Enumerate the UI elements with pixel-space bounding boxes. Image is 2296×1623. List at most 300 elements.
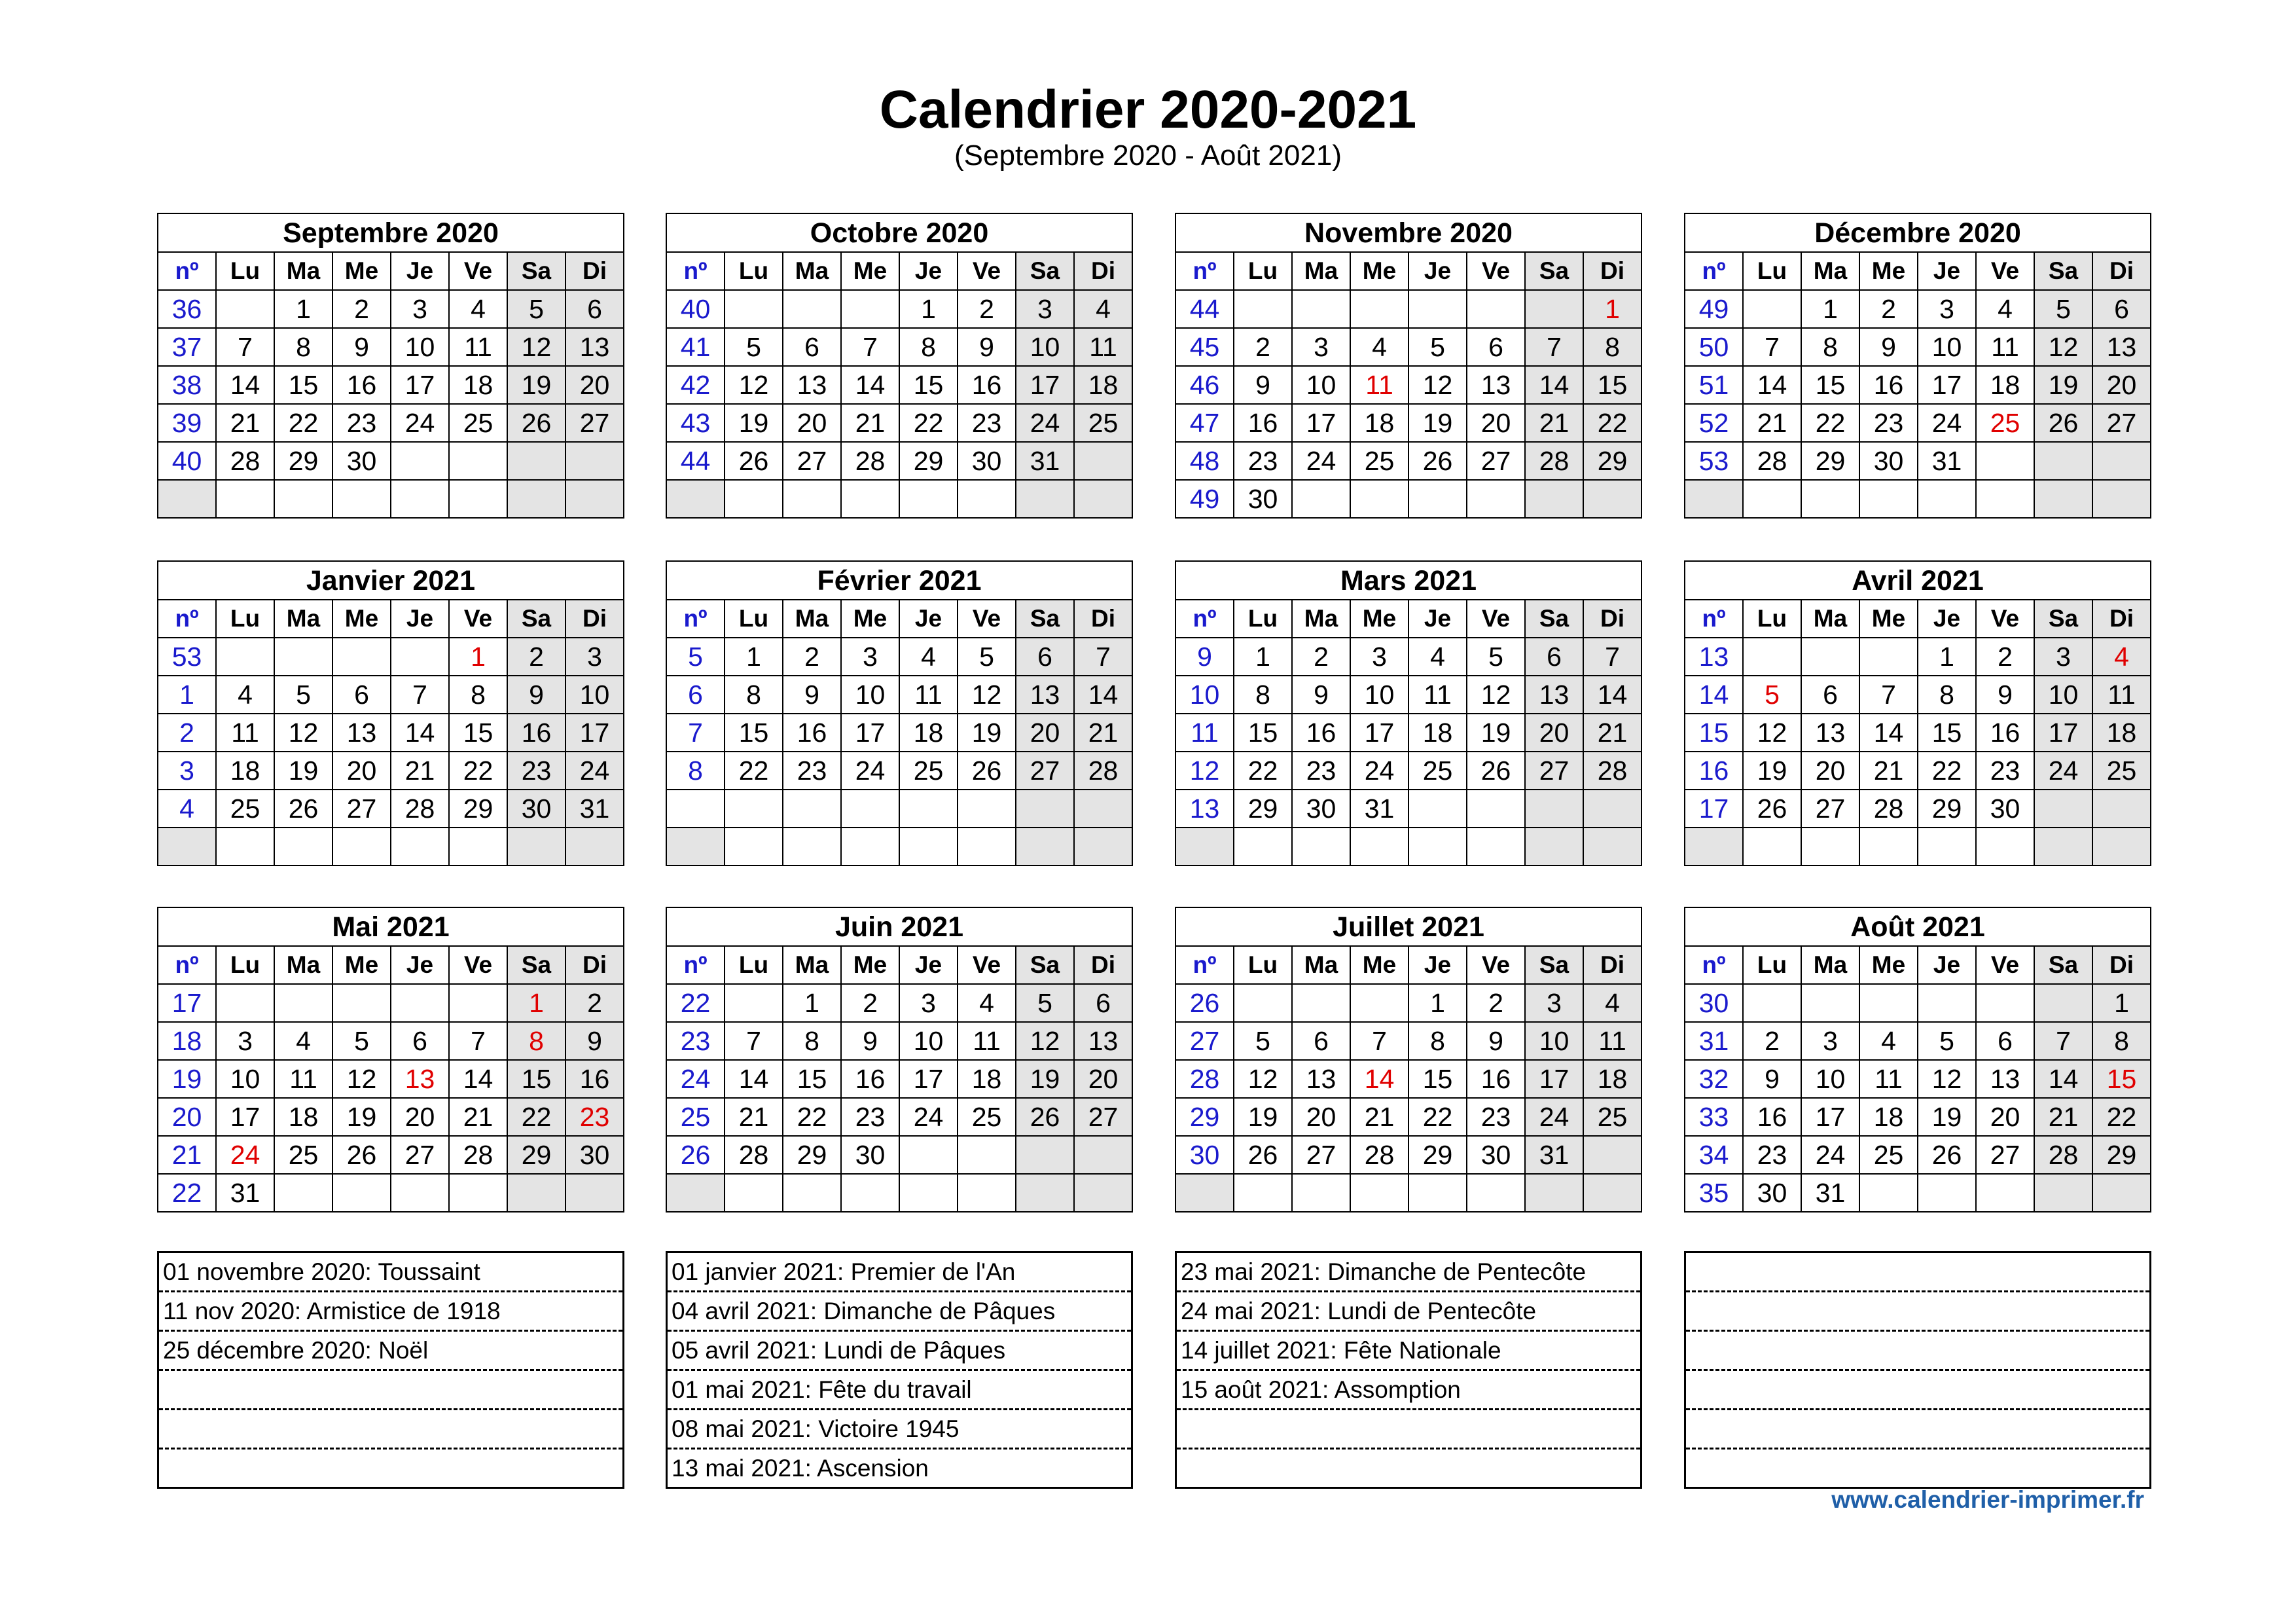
day-cell: 28 [1074, 752, 1132, 790]
day-cell: 17 [216, 1098, 274, 1136]
day-cell: 3 [2034, 638, 2092, 676]
day-cell [1467, 290, 1525, 328]
day-cell: 1 [783, 984, 841, 1022]
weekday-header: Me [1859, 252, 1918, 290]
day-cell: 6 [565, 290, 624, 328]
week-row [1685, 1136, 2151, 1174]
day-cell: 20 [565, 366, 624, 404]
day-cell: 18 [1408, 714, 1467, 752]
day-cell [1918, 480, 1976, 518]
day-cell: 19 [1918, 1098, 1976, 1136]
weekday-header: Sa [1525, 946, 1583, 984]
week-number: 53 [158, 638, 216, 676]
day-cell: 29 [449, 790, 507, 828]
day-cell [216, 828, 274, 866]
day-cell [2034, 828, 2092, 866]
day-cell: 15 [1583, 366, 1641, 404]
day-cell [391, 828, 449, 866]
day-cell [725, 984, 783, 1022]
week-row [1175, 404, 1641, 442]
weekday-header: Di [565, 252, 624, 290]
holiday-note-line [1177, 1410, 1640, 1450]
week-row [666, 1174, 1132, 1212]
day-cell [565, 1174, 624, 1212]
day-cell [841, 828, 899, 866]
day-cell: 26 [958, 752, 1016, 790]
day-cell [2092, 442, 2151, 480]
weekday-header: Ve [958, 600, 1016, 638]
week-number: 25 [666, 1098, 725, 1136]
day-cell [1467, 1174, 1525, 1212]
day-cell: 2 [783, 638, 841, 676]
day-cell: 17 [565, 714, 624, 752]
month-name: Décembre 2020 [1685, 213, 2151, 252]
day-cell: 27 [1074, 1098, 1132, 1136]
day-cell: 18 [899, 714, 958, 752]
day-cell: 5 [958, 638, 1016, 676]
day-cell [507, 442, 565, 480]
day-cell [332, 638, 391, 676]
week-row [1685, 790, 2151, 828]
weekday-header: Sa [1016, 946, 1074, 984]
day-cell: 12 [1743, 714, 1801, 752]
week-number: 10 [1175, 676, 1234, 714]
week-number [666, 828, 725, 866]
day-cell: 26 [507, 404, 565, 442]
day-cell: 4 [274, 1022, 332, 1060]
day-cell [783, 828, 841, 866]
week-row [1685, 828, 2151, 866]
day-cell [1525, 1174, 1583, 1212]
day-cell: 11 [1350, 366, 1408, 404]
week-row [158, 290, 624, 328]
day-cell [1801, 638, 1859, 676]
day-cell: 22 [1583, 404, 1641, 442]
day-cell: 21 [1525, 404, 1583, 442]
day-cell: 26 [1743, 790, 1801, 828]
day-cell: 26 [332, 1136, 391, 1174]
day-cell: 8 [1918, 676, 1976, 714]
week-row [666, 366, 1132, 404]
day-cell: 12 [332, 1060, 391, 1098]
day-cell: 8 [1801, 328, 1859, 366]
day-cell [841, 480, 899, 518]
day-cell [274, 638, 332, 676]
holiday-note-line [1686, 1410, 2149, 1450]
day-cell: 9 [1467, 1022, 1525, 1060]
day-cell: 3 [216, 1022, 274, 1060]
week-number-header: nº [1685, 600, 1743, 638]
day-cell [1583, 828, 1641, 866]
day-cell: 18 [2092, 714, 2151, 752]
day-cell: 7 [391, 676, 449, 714]
week-row [1175, 638, 1641, 676]
day-cell [725, 790, 783, 828]
day-cell: 10 [1350, 676, 1408, 714]
week-row [158, 676, 624, 714]
day-cell [1408, 1174, 1467, 1212]
weekday-header: Di [1074, 946, 1132, 984]
week-number: 48 [1175, 442, 1234, 480]
week-row [666, 676, 1132, 714]
day-cell: 20 [1292, 1098, 1350, 1136]
day-cell: 3 [1016, 290, 1074, 328]
week-row [158, 442, 624, 480]
week-row [666, 442, 1132, 480]
day-cell [274, 984, 332, 1022]
month-name: Janvier 2021 [158, 561, 624, 600]
day-cell: 31 [216, 1174, 274, 1212]
weekday-header: Ma [783, 600, 841, 638]
day-cell: 7 [1583, 638, 1641, 676]
week-number [666, 1174, 725, 1212]
day-cell [507, 1174, 565, 1212]
day-cell: 24 [841, 752, 899, 790]
weekday-header: Lu [1234, 252, 1292, 290]
day-cell [1016, 828, 1074, 866]
month-table [1175, 907, 1642, 1213]
week-number: 50 [1685, 328, 1743, 366]
day-cell [1016, 1136, 1074, 1174]
day-cell [1743, 480, 1801, 518]
day-cell: 11 [1408, 676, 1467, 714]
day-cell: 2 [1743, 1022, 1801, 1060]
day-cell [332, 480, 391, 518]
day-cell: 27 [565, 404, 624, 442]
weekday-header: Je [899, 600, 958, 638]
week-number: 30 [1685, 984, 1743, 1022]
day-cell: 20 [1976, 1098, 2034, 1136]
day-cell: 6 [1467, 328, 1525, 366]
day-cell [2034, 442, 2092, 480]
day-cell: 9 [1234, 366, 1292, 404]
holiday-note-line: 01 mai 2021: Fête du travail [668, 1371, 1131, 1410]
day-cell: 11 [1859, 1060, 1918, 1098]
day-cell: 5 [1467, 638, 1525, 676]
day-cell: 14 [725, 1060, 783, 1098]
week-number: 15 [1685, 714, 1743, 752]
day-cell: 9 [1292, 676, 1350, 714]
week-row [666, 984, 1132, 1022]
day-cell [1918, 984, 1976, 1022]
month-table [666, 560, 1133, 866]
week-row [1685, 1060, 2151, 1098]
day-cell: 23 [1467, 1098, 1525, 1136]
weekday-header: Ve [1467, 252, 1525, 290]
day-cell: 3 [899, 984, 958, 1022]
week-number: 8 [666, 752, 725, 790]
day-cell: 11 [1583, 1022, 1641, 1060]
day-cell [1859, 1174, 1918, 1212]
week-number: 22 [158, 1174, 216, 1212]
week-number: 9 [1175, 638, 1234, 676]
day-cell [1743, 290, 1801, 328]
day-cell: 10 [1016, 328, 1074, 366]
day-cell [449, 1174, 507, 1212]
day-cell: 14 [1525, 366, 1583, 404]
day-cell: 6 [783, 328, 841, 366]
day-cell: 14 [216, 366, 274, 404]
day-cell: 4 [2092, 638, 2151, 676]
month-name: Juin 2021 [666, 907, 1132, 946]
weekday-header: Sa [507, 600, 565, 638]
week-row [158, 480, 624, 518]
day-cell: 14 [1859, 714, 1918, 752]
day-cell [2034, 790, 2092, 828]
day-cell: 29 [274, 442, 332, 480]
week-row [1175, 480, 1641, 518]
day-cell: 9 [565, 1022, 624, 1060]
day-cell: 28 [391, 790, 449, 828]
day-cell [274, 480, 332, 518]
day-cell: 23 [507, 752, 565, 790]
day-cell [1859, 638, 1918, 676]
page-subtitle: (Septembre 2020 - Août 2021) [954, 139, 1342, 172]
week-row [158, 714, 624, 752]
weekday-header: Lu [1743, 946, 1801, 984]
holiday-note-line [159, 1450, 622, 1489]
day-cell: 20 [2092, 366, 2151, 404]
day-cell [1016, 480, 1074, 518]
day-cell: 21 [216, 404, 274, 442]
day-cell: 16 [1234, 404, 1292, 442]
day-cell: 14 [1583, 676, 1641, 714]
day-cell: 23 [1743, 1136, 1801, 1174]
day-cell: 15 [783, 1060, 841, 1098]
week-row [158, 404, 624, 442]
week-row [1175, 1136, 1641, 1174]
weekday-header: Ma [1292, 946, 1350, 984]
day-cell: 18 [1350, 404, 1408, 442]
day-cell: 8 [1583, 328, 1641, 366]
day-cell [1525, 290, 1583, 328]
day-cell [2092, 828, 2151, 866]
day-cell [274, 1174, 332, 1212]
holiday-notes-box [1175, 1251, 1642, 1489]
weekday-header: Je [1918, 600, 1976, 638]
week-row [1175, 1060, 1641, 1098]
day-cell [1583, 1174, 1641, 1212]
day-cell: 9 [958, 328, 1016, 366]
holiday-notes-box [666, 1251, 1133, 1489]
weekday-header: Me [332, 600, 391, 638]
day-cell [1467, 790, 1525, 828]
weekday-header: Sa [1016, 252, 1074, 290]
day-cell: 3 [1350, 638, 1408, 676]
day-cell: 27 [391, 1136, 449, 1174]
day-cell: 18 [1976, 366, 2034, 404]
week-number: 6 [666, 676, 725, 714]
week-row [666, 1060, 1132, 1098]
holiday-note-line [1686, 1332, 2149, 1371]
website-link[interactable]: www.calendrier-imprimer.fr [1831, 1486, 2144, 1513]
day-cell [332, 1174, 391, 1212]
day-cell: 28 [1583, 752, 1641, 790]
day-cell: 17 [1350, 714, 1408, 752]
day-cell: 2 [1976, 638, 2034, 676]
weekday-header: Lu [725, 946, 783, 984]
month-table [157, 560, 624, 866]
day-cell [1976, 828, 2034, 866]
day-cell: 11 [2092, 676, 2151, 714]
day-cell: 13 [332, 714, 391, 752]
day-cell [1583, 480, 1641, 518]
week-number: 49 [1685, 290, 1743, 328]
weekday-header: Sa [1525, 252, 1583, 290]
day-cell: 21 [725, 1098, 783, 1136]
day-cell [1467, 828, 1525, 866]
weekday-header: Je [1408, 946, 1467, 984]
weekday-header: Di [2092, 252, 2151, 290]
month-name: Septembre 2020 [158, 213, 624, 252]
day-cell: 1 [1801, 290, 1859, 328]
day-cell [958, 1136, 1016, 1174]
week-number: 27 [1175, 1022, 1234, 1060]
weekday-header: Sa [2034, 252, 2092, 290]
day-cell: 5 [1234, 1022, 1292, 1060]
day-cell: 25 [899, 752, 958, 790]
day-cell: 22 [2092, 1098, 2151, 1136]
day-cell: 17 [2034, 714, 2092, 752]
week-row [1685, 1174, 2151, 1212]
week-row [1175, 1022, 1641, 1060]
day-cell: 5 [274, 676, 332, 714]
day-cell: 22 [783, 1098, 841, 1136]
day-cell [1976, 442, 2034, 480]
day-cell: 3 [1525, 984, 1583, 1022]
day-cell: 9 [1976, 676, 2034, 714]
day-cell: 24 [565, 752, 624, 790]
day-cell: 28 [216, 442, 274, 480]
week-row [1685, 480, 2151, 518]
day-cell [1234, 828, 1292, 866]
weekday-header: Je [391, 946, 449, 984]
week-row [1175, 290, 1641, 328]
day-cell: 6 [391, 1022, 449, 1060]
day-cell: 2 [332, 290, 391, 328]
day-cell [1976, 480, 2034, 518]
day-cell: 7 [1350, 1022, 1408, 1060]
day-cell: 19 [1467, 714, 1525, 752]
day-cell [1016, 790, 1074, 828]
day-cell: 23 [783, 752, 841, 790]
day-cell: 10 [391, 328, 449, 366]
day-cell: 13 [565, 328, 624, 366]
week-row [1175, 790, 1641, 828]
day-cell: 23 [332, 404, 391, 442]
day-cell: 26 [725, 442, 783, 480]
day-cell: 31 [1801, 1174, 1859, 1212]
week-number: 53 [1685, 442, 1743, 480]
day-cell: 16 [841, 1060, 899, 1098]
day-cell: 27 [2092, 404, 2151, 442]
day-cell: 25 [958, 1098, 1016, 1136]
week-number [158, 828, 216, 866]
day-cell: 23 [1292, 752, 1350, 790]
day-cell [1292, 480, 1350, 518]
week-number: 41 [666, 328, 725, 366]
day-cell: 25 [1976, 404, 2034, 442]
day-cell: 16 [565, 1060, 624, 1098]
week-number: 18 [158, 1022, 216, 1060]
day-cell: 8 [725, 676, 783, 714]
day-cell: 1 [899, 290, 958, 328]
weekday-header: Ma [1292, 600, 1350, 638]
day-cell: 20 [1525, 714, 1583, 752]
day-cell: 6 [2092, 290, 2151, 328]
day-cell: 31 [565, 790, 624, 828]
day-cell: 8 [507, 1022, 565, 1060]
week-number: 44 [1175, 290, 1234, 328]
holiday-note-line: 05 avril 2021: Lundi de Pâques [668, 1332, 1131, 1371]
day-cell: 18 [1074, 366, 1132, 404]
day-cell: 25 [1350, 442, 1408, 480]
day-cell: 28 [1859, 790, 1918, 828]
week-row [666, 328, 1132, 366]
month-name: Mai 2021 [158, 907, 624, 946]
day-cell: 24 [1801, 1136, 1859, 1174]
day-cell: 13 [391, 1060, 449, 1098]
week-number-header: nº [1685, 252, 1743, 290]
weekday-header: Lu [725, 600, 783, 638]
day-cell: 2 [841, 984, 899, 1022]
week-row [666, 404, 1132, 442]
day-cell: 21 [1583, 714, 1641, 752]
day-cell: 13 [2092, 328, 2151, 366]
day-cell: 1 [449, 638, 507, 676]
weekday-header: Me [841, 946, 899, 984]
week-number: 13 [1175, 790, 1234, 828]
day-cell: 27 [1016, 752, 1074, 790]
day-cell [216, 638, 274, 676]
day-cell: 2 [565, 984, 624, 1022]
weekday-header: Me [1859, 946, 1918, 984]
day-cell: 25 [1408, 752, 1467, 790]
day-cell [1016, 1174, 1074, 1212]
week-row [158, 828, 624, 866]
day-cell [1350, 1174, 1408, 1212]
day-cell: 12 [1234, 1060, 1292, 1098]
day-cell: 29 [1408, 1136, 1467, 1174]
day-cell: 5 [1743, 676, 1801, 714]
day-cell: 13 [1467, 366, 1525, 404]
day-cell: 28 [449, 1136, 507, 1174]
day-cell [725, 1174, 783, 1212]
week-row [666, 290, 1132, 328]
weekday-header: Lu [725, 252, 783, 290]
day-cell: 1 [507, 984, 565, 1022]
day-cell: 6 [332, 676, 391, 714]
day-cell: 4 [216, 676, 274, 714]
day-cell: 3 [1801, 1022, 1859, 1060]
day-cell: 10 [565, 676, 624, 714]
day-cell [391, 480, 449, 518]
holiday-note-line [1686, 1371, 2149, 1410]
weekday-header: Sa [1016, 600, 1074, 638]
day-cell: 11 [216, 714, 274, 752]
day-cell [2092, 480, 2151, 518]
day-cell: 16 [1292, 714, 1350, 752]
weekday-header: Di [1583, 252, 1641, 290]
week-number: 35 [1685, 1174, 1743, 1212]
day-cell: 9 [1859, 328, 1918, 366]
weekday-header: Di [565, 600, 624, 638]
day-cell: 4 [1583, 984, 1641, 1022]
day-cell: 15 [725, 714, 783, 752]
day-cell: 6 [1292, 1022, 1350, 1060]
week-number: 2 [158, 714, 216, 752]
day-cell [841, 790, 899, 828]
